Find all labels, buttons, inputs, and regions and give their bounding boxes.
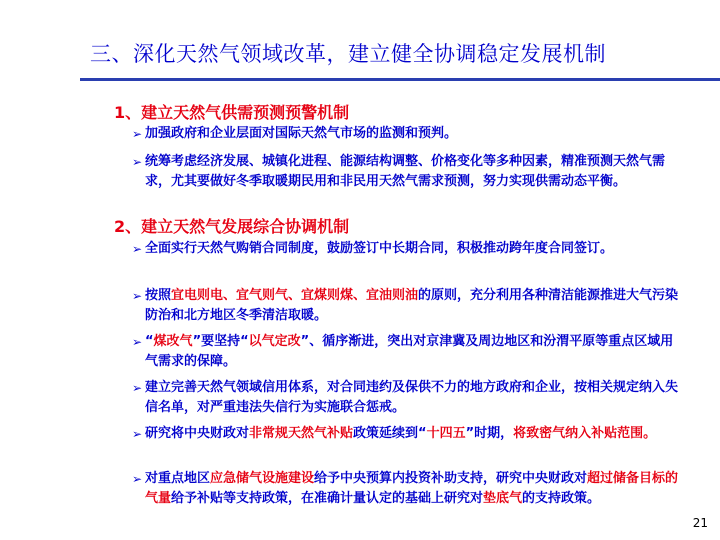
highlight-text: 超过储备目标的气量: [145, 471, 679, 506]
bullet-arrow-icon: ➢: [132, 427, 143, 441]
highlight-text: 十四五: [426, 426, 466, 441]
slide-title: 三、深化天然气领域改革，建立健全协调稳定发展机制: [90, 42, 606, 66]
bullet-text: [132, 124, 682, 144]
body-text: 统筹考虑经济发展、城镇化进程、能源结构调整、价格变化等多种因素，精准预测天然气需求，尤其要做好冬季取暖期民用和非民用天然气需求预测，努力实现供需动态平衡。: [145, 154, 666, 189]
body-text: 的支持政策。: [522, 491, 601, 506]
section-heading-1: 1、建立天然气供需预测预警机制: [114, 103, 350, 122]
body-text: 给予补贴等支持政策，在准确计量认定的基础上研究对: [171, 491, 484, 506]
highlight-text: 垫底气: [483, 491, 523, 506]
bullet-text: [132, 239, 682, 259]
bullet-item: [132, 332, 682, 372]
bullet-text: [132, 378, 682, 418]
bullet-item: [132, 378, 682, 418]
body-text: 对重点地区: [145, 471, 211, 486]
section-heading-2: 2、建立天然气发展综合协调机制: [114, 217, 350, 236]
body-text: 按照: [145, 288, 172, 303]
bullet-text: [132, 332, 682, 372]
body-text: 全面实行天然气购销合同制度，鼓励签订中长期合同，积极推动跨年度合同签订。: [145, 241, 614, 256]
bullet-item: [132, 286, 682, 326]
bullet-item: [132, 152, 682, 192]
bullet-arrow-icon: ➢: [132, 472, 143, 486]
bullet-text: [132, 152, 682, 192]
body-text: “: [145, 334, 154, 349]
bullet-arrow-icon: ➢: [132, 155, 143, 169]
bullet-arrow-icon: ➢: [132, 127, 143, 141]
body-text: ”要坚持“: [192, 334, 249, 349]
body-text: 的原则，充分利用各种清洁能源推进大气污染防治和北方地区冬季清洁取暖。: [145, 288, 679, 323]
bullet-arrow-icon: ➢: [132, 242, 143, 256]
body-text: 加强政府和企业层面对国际天然气市场的监测和预判。: [145, 126, 458, 141]
highlight-text: 以气定改: [248, 334, 301, 349]
bullet-item: [132, 124, 682, 144]
bullet-item: [132, 469, 682, 509]
highlight-text: 煤改气: [153, 334, 193, 349]
body-text: 研究将中央财政对: [145, 426, 250, 441]
highlight-text: 非常规天然气补贴: [249, 426, 354, 441]
body-text: ”、循序渐进，突出对京津冀及周边地区和汾渭平原等重点区域用气需求的保障。: [145, 334, 674, 369]
bullet-text: [132, 424, 682, 444]
highlight-text: 宜电则电、宜气则气、宜煤则煤、宜油则油: [171, 288, 419, 303]
bullet-arrow-icon: ➢: [132, 381, 143, 395]
bullet-arrow-icon: ➢: [132, 335, 143, 349]
body-text: ”时期，: [465, 426, 514, 441]
bullet-item: [132, 424, 682, 444]
body-text: 建立完善天然气领域信用体系，对合同违约及保供不力的地方政府和企业，按相关规定纳入失信名单，对严重违法失信行为实施联合惩戒。: [145, 380, 679, 415]
title-underline: [80, 78, 720, 81]
bullet-text: [132, 286, 682, 326]
highlight-text: 应急储气设施建设: [210, 471, 315, 486]
body-text: 政策延续到“: [353, 426, 427, 441]
page-number: 21: [692, 516, 708, 530]
body-text: 给予中央预算内投资补助支持，研究中央财政对: [314, 471, 588, 486]
bullet-text: [132, 469, 682, 509]
bullet-item: [132, 239, 682, 259]
bullet-arrow-icon: ➢: [132, 289, 143, 303]
highlight-text: 将致密气纳入补贴范围。: [513, 426, 657, 441]
